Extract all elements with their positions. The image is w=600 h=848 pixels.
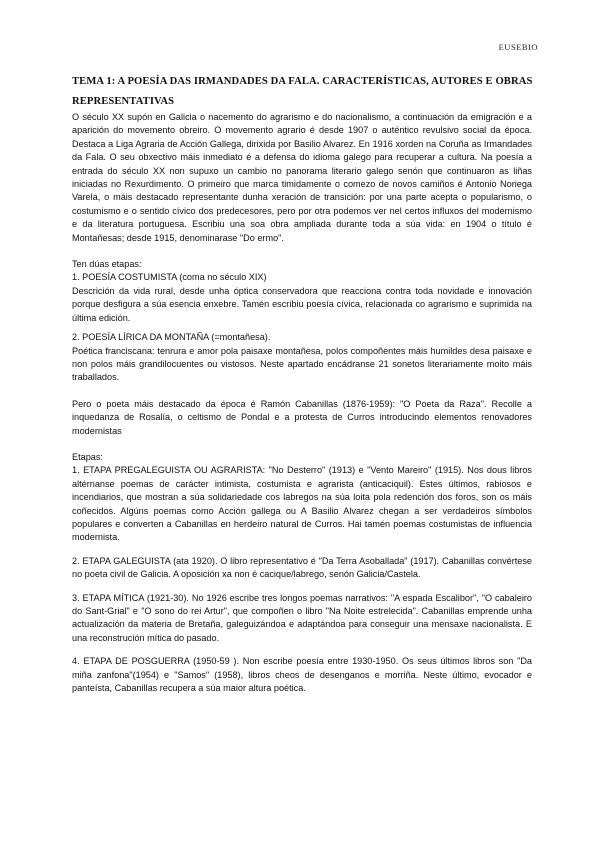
etapa1-paragraph: 1. ETAPA PREGALEGUISTA OU AGRARISTA: "No Desterro" (1913) e "Vento Mareiro" (1915). Nos dous libros altérnanse poemas de carácter intimista, costumista e agrarista (anticaciquil). Estes últimos, rabiosos e incendiarios, que mostran a súa solidariedade cos labregos na súa loita pola redención dos foros, son os máis coñecidos. Algúns poemas como Acción gallega ou A Basilio Alvarez chegan a ser verdadeiros símbolos populares e converten a Cabanillas en herdeiro natural de Curros. Hai tamén poemas costumistas de influencia modernista. [72,465,532,543]
stage1-text: Descrición da vida rural, desde unha óptica conservadora que reacciona contra toda novidade e innovación porque desfigura a súa esencia enxebre. Tamén escribiu poesía cívica, relacionada co agrarismo e suprimida na última edición. [72,285,532,323]
etapas-label: Etapas: [72,451,103,462]
intro-paragraph: O século XX supón en Galicia o nacemento do agrarismo e do nacionalismo, a continuación da emigración e a aparición do movemento obreiro. O movemento agrario é desde 1907 o auténtico revulsivo social da época. Destaca a Liga Agraria de Acción Gallega, dirixida por Basilio Alvarez. En 1916 xorden na Coruña as Irmandades da Fala. O seu obxectivo máis inmediato é a defensa do idioma galego para recuperar a cultura. Na poesía a entrada do século XX non supuxo un cambio no panorama literario galego senón que continuaron as liñas iniciadas no Rexurdimento. O primeiro que marca timidamente o comezo de novos camiños é Antonio Noriega Varela, o máis destacado representante dunha xeración de transición: por una parte acepta o popularismo, o costumismo e o sentido cívico dos predecesores, pero por otra podemos ver nel certos influxos del modernismo e da literatura portuguesa. Escribiu una soa obra ampliada durante toda a súa vida: en 1904 o título é Montañesas; desde 1915, denominarase "Do ermo". [72,112,532,243]
stages-intro: Ten dúas etapas: [72,259,142,270]
etapa3-paragraph: 3. ETAPA MÍTICA (1921-30). No 1926 escribe tres longos poemas narrativos: "A espada Escalibor", "O cabaleiro do Sant-Grial" e "O sono do rei Artur", que compoñen o libro "Na Noite estrelecida". Cabanillas emprende unha actualización da materia de Bretaña, galeguizándoa e adaptándoa para conseguir una mensaxe nacionalista. E una reconstrución mítica do pasado. [72,592,532,643]
stage2-heading: 2. POESÍA LÍRICA DA MONTAÑA (=montañesa). [72,332,271,343]
document-body [72,111,532,695]
header-author: EUSEBIO [498,42,538,52]
document-title: TEMA 1: A POESÍA DAS IRMANDADES DA FALA. CARACTERÍSTICAS, AUTORES E OBRAS REPRESENTATIVAS [72,76,533,107]
stage2-text: Poética franciscana: tenrura e amor pola paisaxe montañesa, polos compoñentes máis humildes desa paisaxe e non polos máis grandilocuentes ou vistosos. Neste apartado encádranse 21 sonetos literariamente moito máis traballados. [72,345,532,383]
cabanillas-intro: Pero o poeta máis destacado da época é Ramón Cabanillas (1876-1959): "O Poeta da Raza". Recolle a inquedanza de Rosalía, o celtismo de Pondal e a protesta de Curros introducindo elementos renovadores modernistas [72,398,532,436]
etapa4-paragraph: 4. ETAPA DE POSGUERRA (1950-59 ). Non escribe poesía entre 1930-1950. Os seus últimos libros son "Da miña zanfona"(1954) e "Samos" (1958), libros cheos de desenganos e morriña. Neste último, evocador e panteísta, Cabanillas recupera a súa maior altura poética. [72,656,532,694]
stage1-heading: 1. POESÍA COSTUMISTA (coma no século XIX) [72,272,267,283]
etapa2-paragraph: 2. ETAPA GALEGUISTA (ata 1920). O libro representativo é "Da Terra Asoballada" (1917). Cabanillas convértese no poeta civil de Galicia. A oposición xa non é cacique/labrego, senón Galicia/Castela. [72,555,532,580]
